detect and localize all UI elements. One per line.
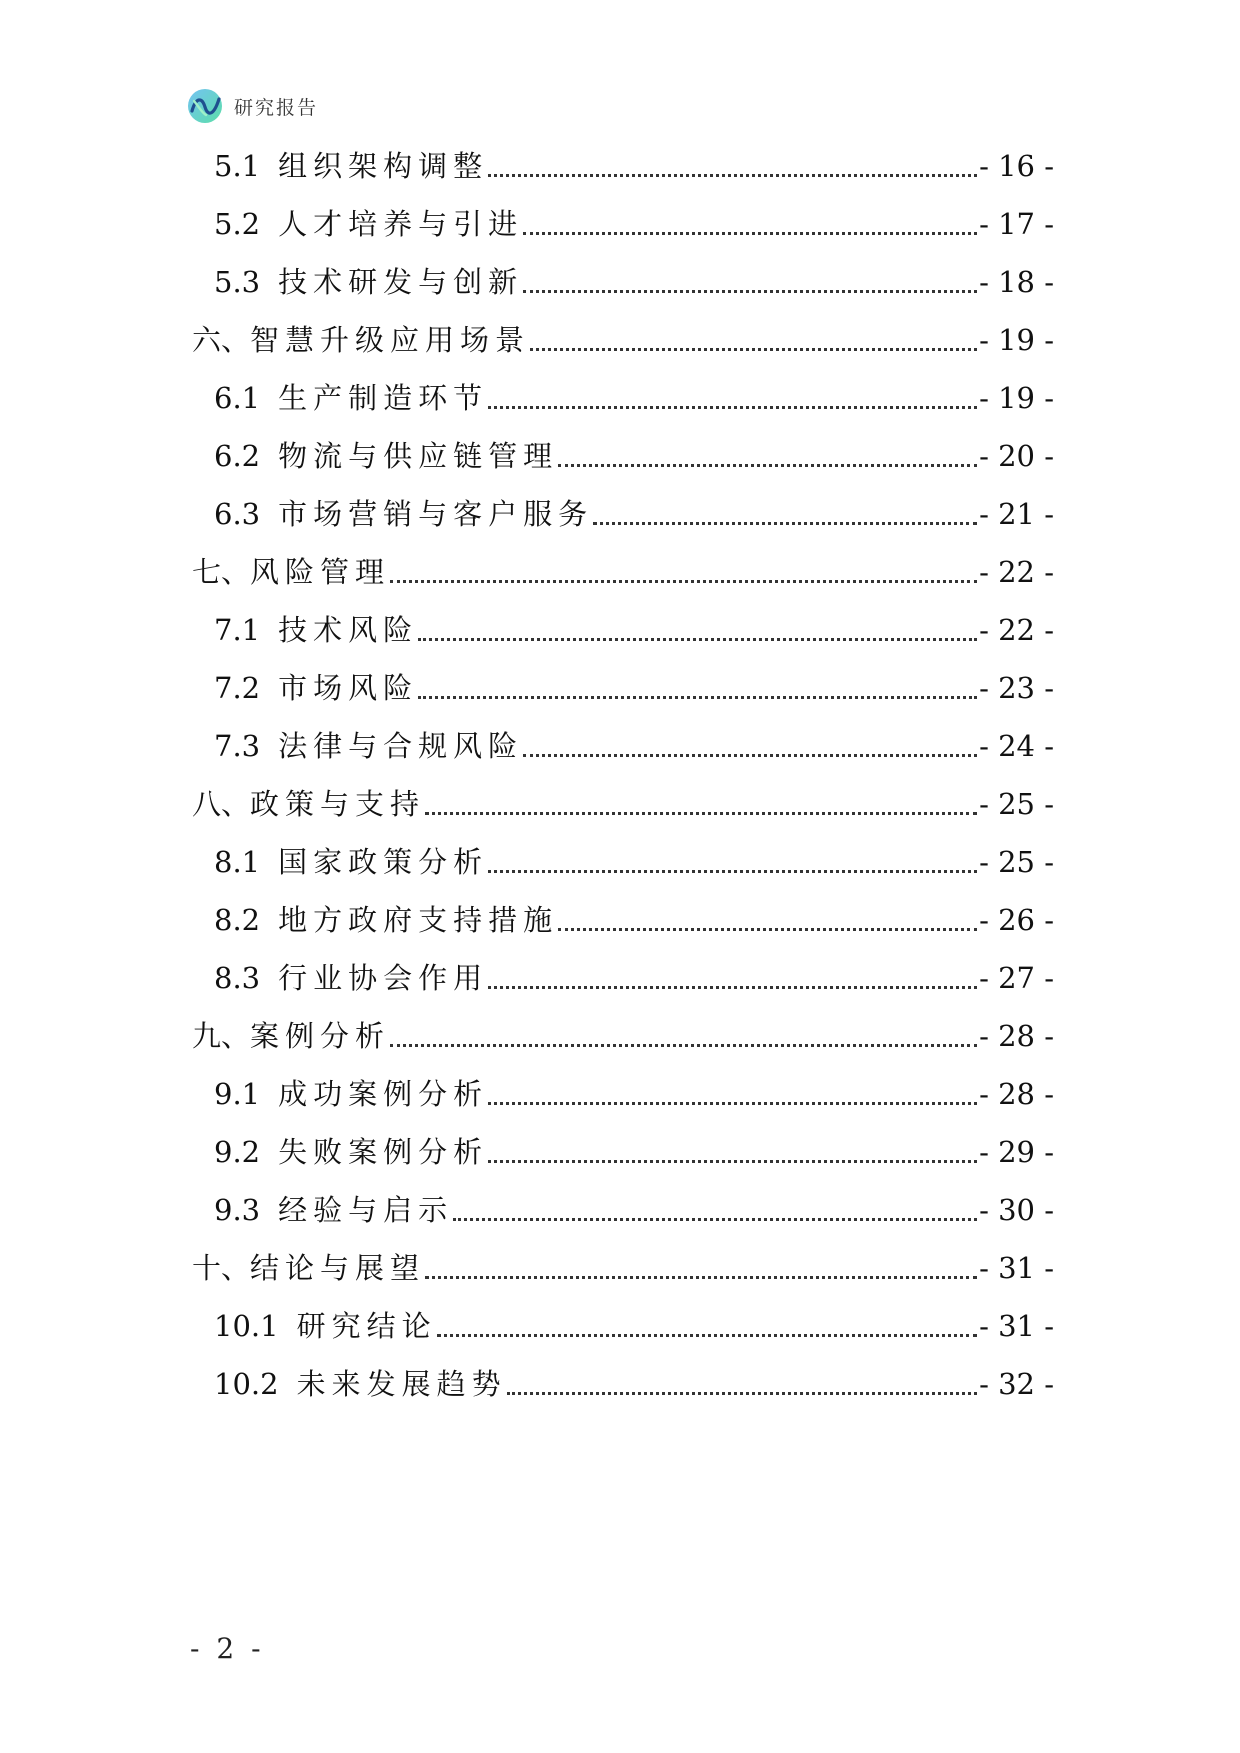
toc-dot-leader [507,1391,977,1395]
toc-entry-text: 组织架构调整 [278,149,489,183]
toc-entry-title [214,1362,507,1406]
toc-section-entry[interactable] [214,898,1054,942]
toc-dot-leader [418,637,977,641]
toc-section-entry[interactable] [214,376,1054,420]
toc-entry-page: - 25 - [979,845,1054,879]
toc-entry-number: 7.1 [214,613,261,647]
toc-entry-page: - 22 - [979,555,1054,589]
toc-dot-leader [425,1275,977,1279]
toc-section-entry[interactable] [214,608,1054,652]
toc-entry-number: 9.2 [214,1135,261,1169]
toc-entry-title [214,434,558,478]
toc-entry-title [214,260,523,304]
toc-entry-number: 5.2 [214,207,261,241]
toc-entry-text: 风险管理 [250,555,391,589]
toc-dot-leader [488,985,977,989]
toc-entry-number: 六、 [192,323,251,357]
toc-dot-leader [437,1333,977,1337]
toc-section-entry[interactable] [214,492,1054,536]
toc-entry-title [192,1014,390,1058]
toc-chapter-entry[interactable] [192,550,1054,594]
toc-dot-leader [390,579,977,583]
toc-entry-page: - 28 - [979,1077,1054,1111]
toc-dot-leader [488,1101,977,1105]
toc-entry-title [214,666,418,710]
toc-section-entry[interactable] [214,202,1054,246]
toc-entry-title [192,1246,425,1290]
toc-section-entry[interactable] [214,956,1054,1000]
toc-entry-text: 法律与合规风险 [278,729,524,763]
toc-entry-page: - 21 - [979,497,1054,531]
toc-dot-leader [593,521,977,525]
toc-entry-text: 成功案例分析 [278,1077,489,1111]
toc-entry-title [214,724,523,768]
toc-entry-text: 政策与支持 [250,787,426,821]
toc-entry-page: - 27 - [979,961,1054,995]
toc-entry-page: - 30 - [979,1193,1054,1227]
toc-section-entry[interactable] [214,260,1054,304]
toc-entry-page: - 22 - [979,613,1054,647]
toc-entry-number: 10.1 [214,1309,279,1343]
toc-dot-leader [488,173,977,177]
toc-section-entry[interactable] [214,840,1054,884]
toc-entry-title [214,1304,437,1348]
toc-entry-title [214,144,488,188]
toc-dot-leader [523,289,977,293]
toc-section-entry[interactable] [214,724,1054,768]
toc-entry-text: 案例分析 [250,1019,391,1053]
toc-section-entry[interactable] [214,666,1054,710]
toc-section-entry[interactable] [214,1130,1054,1174]
toc-entry-page: - 31 - [979,1309,1054,1343]
toc-entry-number: 10.2 [214,1367,279,1401]
toc-entry-number: 十、 [192,1251,251,1285]
toc-entry-title [192,550,390,594]
toc-chapter-entry[interactable] [192,318,1054,362]
toc-dot-leader [488,405,977,409]
toc-entry-page: - 29 - [979,1135,1054,1169]
toc-entry-number: 7.2 [214,671,261,705]
toc-entry-number: 8.3 [214,961,261,995]
toc-dot-leader [390,1043,977,1047]
toc-dot-leader [523,231,977,235]
toc-dot-leader [425,811,977,815]
toc-entry-text: 地方政府支持措施 [278,903,559,937]
toc-entry-text: 智慧升级应用场景 [250,323,531,357]
toc-dot-leader [530,347,977,351]
toc-entry-number: 6.2 [214,439,261,473]
toc-entry-text: 市场风险 [278,671,419,705]
toc-entry-page: - 25 - [979,787,1054,821]
toc-entry-text: 物流与供应链管理 [278,439,559,473]
toc-entry-title [192,782,425,826]
toc-entry-page: - 20 - [979,439,1054,473]
toc-entry-title [192,318,530,362]
toc-entry-page: - 32 - [979,1367,1054,1401]
toc-entry-number: 8.2 [214,903,261,937]
toc-section-entry[interactable] [214,1362,1054,1406]
toc-entry-number: 七、 [192,555,251,589]
toc-entry-text: 技术研发与创新 [278,265,524,299]
toc-entry-text: 市场营销与客户服务 [278,497,594,531]
toc-entry-number: 八、 [192,787,251,821]
toc-dot-leader [488,1159,977,1163]
toc-entry-number: 9.1 [214,1077,261,1111]
toc-entry-number: 6.3 [214,497,261,531]
header-label: 研究报告 [234,96,319,119]
toc-entry-number: 5.3 [214,265,261,299]
toc-chapter-entry[interactable] [192,1014,1054,1058]
toc-entry-title [214,1188,453,1232]
toc-dot-leader [523,753,977,757]
toc-entry-page: - 18 - [979,265,1054,299]
toc-entry-page: - 17 - [979,207,1054,241]
toc-entry-text: 行业协会作用 [278,961,489,995]
toc-section-entry[interactable] [214,434,1054,478]
toc-entry-text: 经验与启示 [278,1193,454,1227]
toc-section-entry[interactable] [214,1072,1054,1116]
toc-entry-title [214,376,488,420]
toc-dot-leader [488,869,977,873]
toc-entry-number: 九、 [192,1019,251,1053]
toc-entry-title [214,1072,488,1116]
toc-entry-text: 人才培养与引进 [278,207,524,241]
toc-entry-title [214,956,488,1000]
toc-entry-text: 结论与展望 [250,1251,426,1285]
toc-entry-page: - 28 - [979,1019,1054,1053]
toc-entry-text: 研究结论 [296,1309,437,1343]
toc-entry-title [214,492,593,536]
toc-entry-text: 技术风险 [278,613,419,647]
toc-entry-number: 7.3 [214,729,261,763]
toc-entry-page: - 19 - [979,323,1054,357]
toc-dot-leader [418,695,977,699]
toc-entry-text: 未来发展趋势 [296,1367,507,1401]
toc-entry-title [214,1130,488,1174]
toc-section-entry[interactable] [214,1304,1054,1348]
toc-entry-page: - 19 - [979,381,1054,415]
toc-entry-text: 生产制造环节 [278,381,489,415]
toc-entry-page: - 23 - [979,671,1054,705]
toc-entry-title [214,840,488,884]
toc-chapter-entry[interactable] [192,1246,1054,1290]
toc-entry-number: 9.3 [214,1193,261,1227]
toc-entry-page: - 16 - [979,149,1054,183]
toc-entry-text: 国家政策分析 [278,845,489,879]
toc-entry-title [214,608,418,652]
toc-chapter-entry[interactable] [192,782,1054,826]
toc-section-entry[interactable] [214,144,1054,188]
toc-entry-text: 失败案例分析 [278,1135,489,1169]
toc-dot-leader [453,1217,977,1221]
toc-entry-page: - 31 - [979,1251,1054,1285]
toc-entry-number: 8.1 [214,845,261,879]
page-number: - 2 - [190,1632,265,1665]
toc-entry-page: - 24 - [979,729,1054,763]
toc-entry-number: 6.1 [214,381,261,415]
toc-section-entry[interactable] [214,1188,1054,1232]
toc-entry-page: - 26 - [979,903,1054,937]
toc-dot-leader [558,927,977,931]
toc-entry-title [214,898,558,942]
toc-entry-title [214,202,523,246]
toc-dot-leader [558,463,977,467]
toc-entry-number: 5.1 [214,149,261,183]
